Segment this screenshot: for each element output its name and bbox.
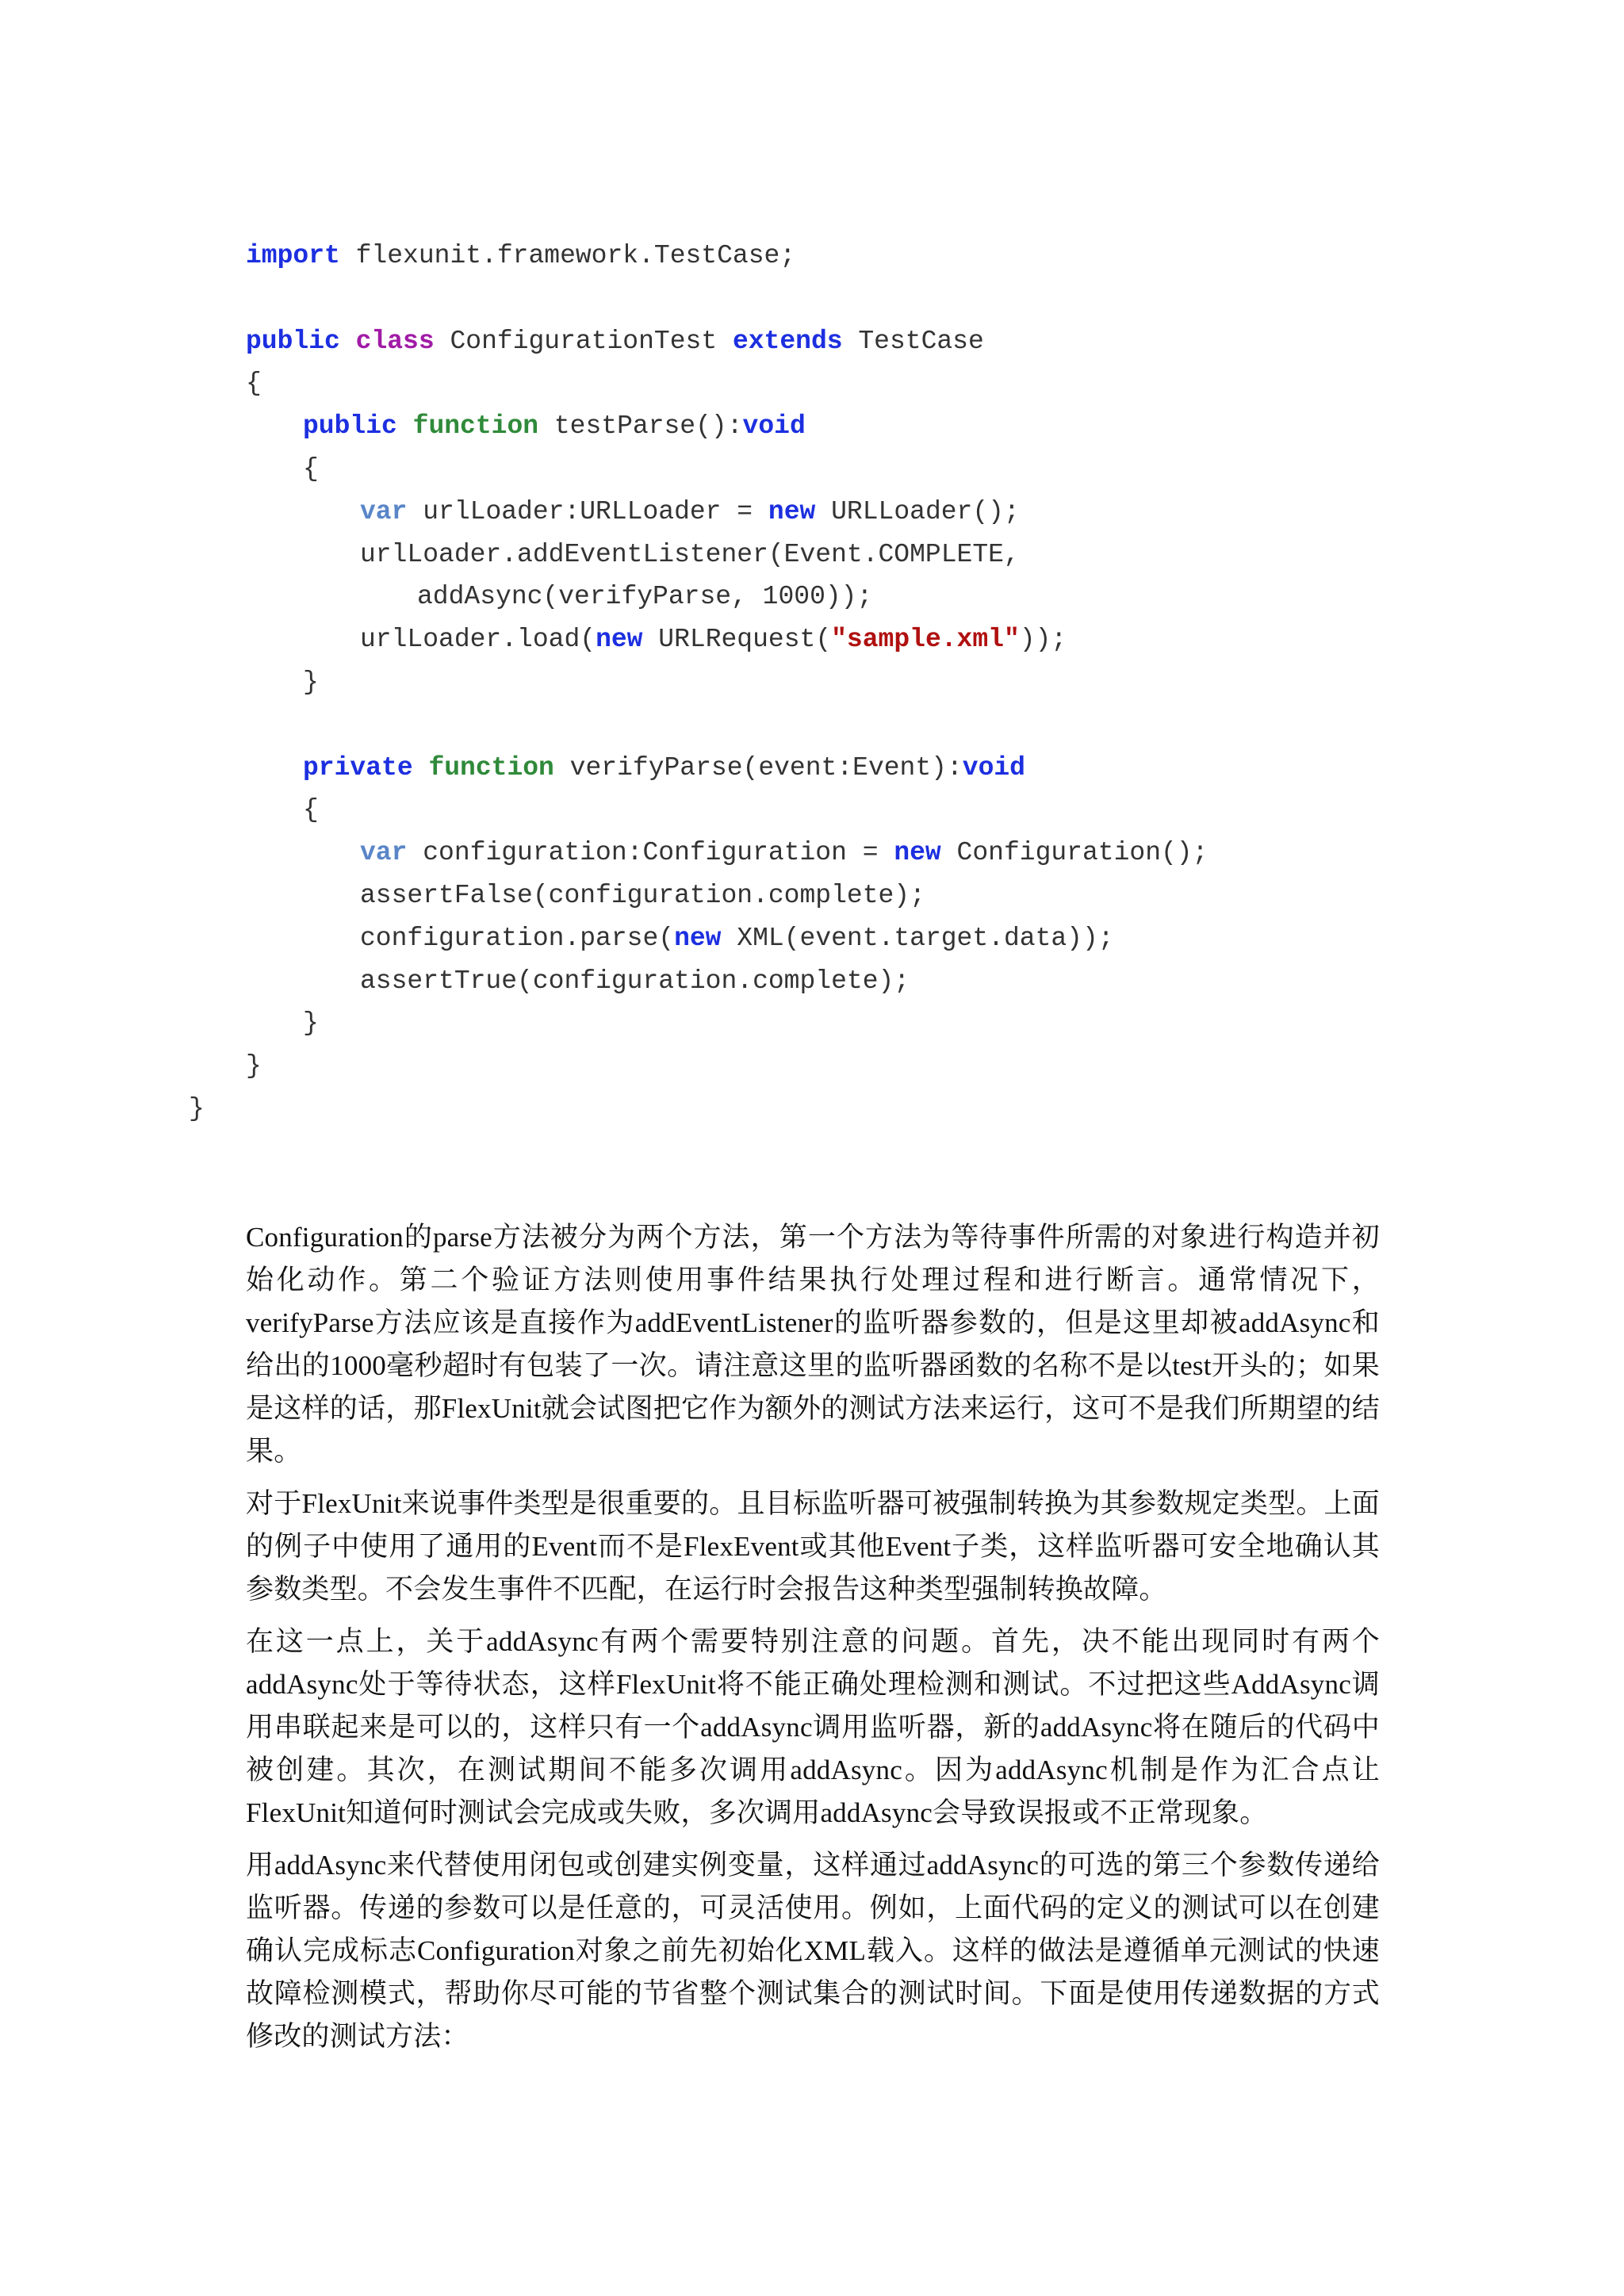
code-text: { — [246, 369, 262, 399]
code-keyword: new — [894, 838, 941, 868]
code-line — [189, 704, 1396, 747]
code-line — [246, 362, 1396, 405]
code-keyword: import — [246, 241, 340, 270]
code-line — [246, 960, 1396, 1003]
code-line — [246, 747, 1396, 790]
code-text: TestCase — [842, 326, 984, 356]
code-keyword: class — [355, 326, 435, 356]
code-text — [340, 327, 356, 356]
code-line — [246, 534, 1396, 576]
code-line — [246, 448, 1396, 491]
code-keyword: function — [428, 752, 554, 783]
code-line — [246, 1002, 1396, 1045]
code-line — [189, 1088, 1396, 1131]
code-text: } — [303, 667, 319, 697]
code-text: } — [303, 1008, 319, 1039]
code-line — [246, 1045, 1396, 1088]
code-text — [397, 411, 413, 441]
code-line — [246, 491, 1396, 534]
code-text: urlLoader.load( — [360, 625, 596, 655]
code-keyword: extends — [732, 326, 843, 356]
code-keyword: var — [360, 838, 408, 868]
code-line — [246, 661, 1396, 704]
code-keyword: public — [303, 411, 397, 442]
code-text: assertFalse(configuration.complete); — [360, 880, 925, 910]
code-text: configuration:Configuration = — [407, 838, 894, 868]
code-text: { — [303, 453, 319, 484]
code-text: configuration.parse( — [360, 923, 675, 953]
code-block — [189, 235, 1396, 1131]
code-text: addAsync(verifyParse, 1000)); — [417, 582, 873, 612]
code-text: URLRequest( — [642, 625, 832, 655]
paragraph-4: 用addAsync来代替使用闭包或创建实例变量，这样通过addAsync的可选的第三个参数传递给监听器。传递的参数可以是任意的，可灵活使用。例如，上面代码的定义的测试可以在创建确认完成标志Configuration对象之前先初始化XML载入。这样的做法是遵循单元测试的快速故障检测模式，帮助你尽可能的节省整个测试集合的测试时间。下面是使用传递数据的方式修改的测试方法： — [246, 1850, 1380, 2052]
code-keyword: public — [246, 326, 340, 356]
code-text: assertTrue(configuration.complete); — [360, 966, 910, 996]
code-line — [246, 832, 1396, 874]
paragraph-3: 在这一点上，关于addAsync有两个需要特别注意的问题。首先，决不能出现同时有两个addAsync处于等待状态，这样FlexUnit将不能正确处理检测和测试。不过把这些AddAsync调用串联起来是可以的，这样只有一个addAsync调用监听器，新的addAsync将在随后的代码中被创建。其次，在测试期间不能多次调用addAsync。因为addAsync机制是作为汇合点让FlexUnit知道何时测试会完成或失败，多次调用addAsync会导致误报或不正常现象。 — [246, 1626, 1380, 1828]
code-text: flexunit.framework.TestCase; — [339, 241, 796, 270]
body-text — [246, 1216, 1380, 2068]
code-keyword: new — [674, 923, 722, 953]
paragraph-2: 对于FlexUnit来说事件类型是很重要的。且目标监听器可被强制转换为其参数规定类型。上面的例子中使用了通用的Event而不是FlexEvent或其他Event子类，这样监听器可安全地确认其参数类型。不会发生事件不匹配，在运行时会报告这种类型强制转换故障。 — [246, 1488, 1380, 1605]
code-text — [413, 753, 429, 783]
code-text: )); — [1019, 625, 1067, 655]
code-line — [189, 277, 1396, 320]
code-line — [246, 874, 1396, 917]
code-text: } — [189, 1093, 205, 1123]
code-text: { — [303, 795, 319, 825]
code-text: verifyParse(event:Event): — [553, 752, 963, 783]
code-text: urlLoader:URLLoader = — [407, 496, 768, 526]
code-line — [246, 235, 1396, 277]
code-text: ConfigurationTest — [434, 326, 733, 356]
code-keyword: new — [768, 496, 816, 526]
paragraph-1: Configuration的parse方法被分为两个方法，第一个方法为等待事件所需的对象进行构造并初始化动作。第二个验证方法则使用事件结果执行处理过程和进行断言。通常情况下，verifyParse方法应该是直接作为addEventListener的监听器参数的，但是这里却被addAsync和给出的1000毫秒超时有包装了一次。请注意这里的监听器函数的名称不是以test开头的；如果是这样的话，那FlexUnit就会试图把它作为额外的测试方法来运行，这可不是我们所期望的结果。 — [246, 1222, 1380, 1467]
code-text: XML(event.target.data)); — [721, 923, 1114, 953]
code-keyword: private — [303, 752, 413, 783]
code-line — [246, 917, 1396, 960]
code-line — [246, 618, 1396, 661]
code-line — [246, 789, 1396, 832]
code-keyword: var — [360, 496, 408, 526]
code-keyword: function — [412, 411, 539, 442]
code-line — [246, 320, 1396, 363]
code-keyword: void — [962, 752, 1025, 783]
code-text: } — [246, 1051, 262, 1081]
code-text: Configuration(); — [940, 838, 1208, 868]
code-text: URLLoader(); — [815, 496, 1020, 526]
code-text: urlLoader.addEventListener(Event.COMPLETE, — [360, 539, 1020, 569]
code-text: testParse(): — [538, 411, 743, 442]
code-line — [246, 405, 1396, 448]
code-line — [246, 576, 1396, 618]
code-keyword: void — [742, 411, 806, 442]
code-keyword: new — [596, 625, 643, 655]
code-keyword: "sample.xml" — [831, 625, 1020, 655]
